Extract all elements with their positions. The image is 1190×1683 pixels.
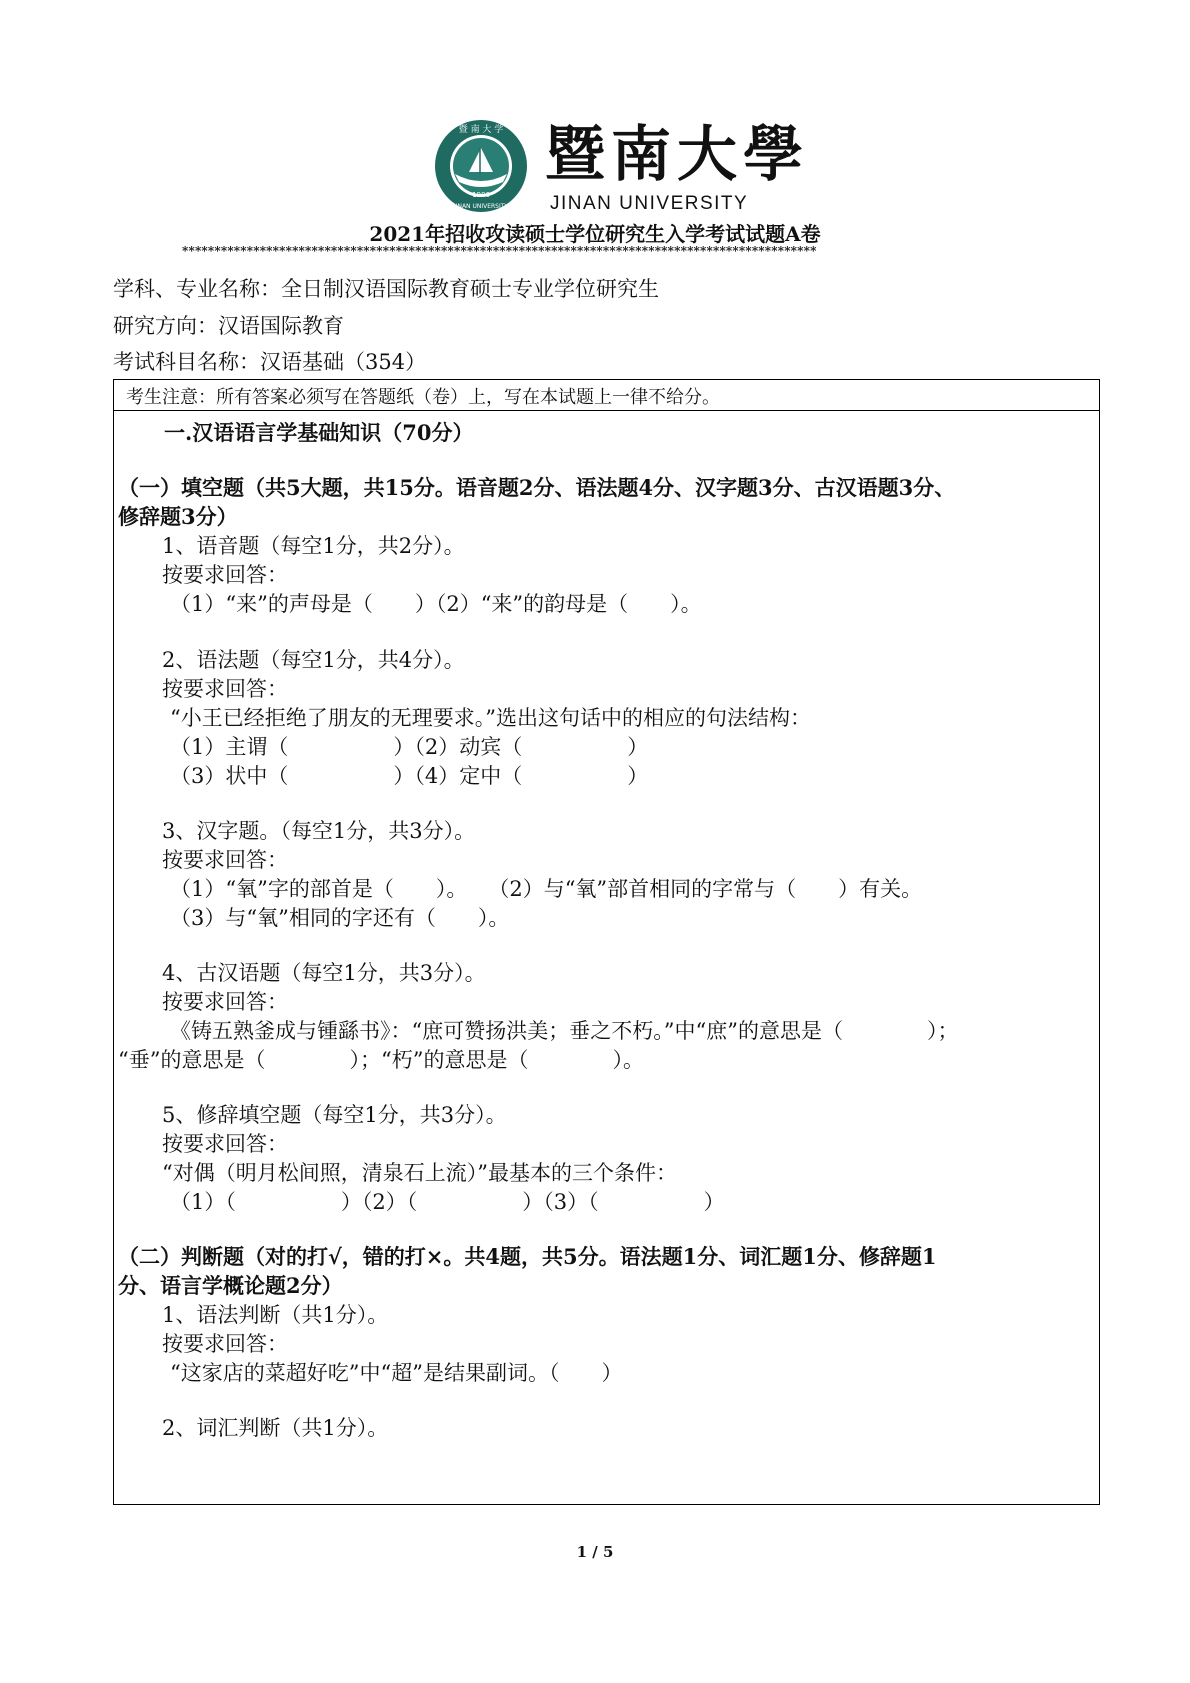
p2-q2-title: 2、词汇判断（共1分）。	[162, 1416, 389, 1440]
star-divider: **************************************************************************************************	[182, 244, 817, 258]
seal-year: 1906	[472, 191, 490, 199]
q4-instruction: 按要求回答：	[162, 990, 288, 1014]
q2-blanks-row1: （1）主谓（ ）（2）动宾（ ）	[170, 735, 649, 759]
q2-title: 2、语法题（每空1分，共4分）。	[162, 648, 465, 672]
q5-title: 5、修辞填空题（每空1分，共3分）。	[162, 1103, 507, 1127]
question-box	[113, 379, 1100, 1505]
candidate-notice: 考生注意：所有答案必须写在答题纸（卷）上，写在本试题上一律不给分。	[126, 387, 720, 408]
university-header	[0, 118, 1190, 218]
p2-q1-title: 1、语法判断（共1分）。	[162, 1303, 389, 1327]
q2-sentence: “小王已经拒绝了朋友的无理要求。”选出这句话中的相应的句法结构：	[170, 706, 811, 730]
subject-line: 考试科目名称：汉语基础（354）	[113, 350, 427, 374]
q2-instruction: 按要求回答：	[162, 677, 288, 701]
q3-blanks-row1: （1）“氧”字的部首是（ ）。 （2）与“氧”部首相同的字常与（ ）有关。	[170, 877, 923, 901]
part1-heading: （一）填空题（共5大题，共15分。语音题2分、语法题4分、汉字题3分、古汉语题3分、	[118, 475, 956, 500]
part1-heading-cont: 修辞题3分）	[118, 504, 238, 529]
p2-q1-statement: “这家店的菜超好吃”中“超”是结果副词。（ ）	[170, 1361, 623, 1385]
exam-title: 2021年招收攻读硕士学位研究生入学考试试题A卷	[369, 222, 821, 246]
q1-blanks: （1）“来”的声母是（ ）（2）“来”的韵母是（ ）。	[170, 592, 702, 616]
section1-title: 一.汉语语言学基础知识（70分）	[164, 420, 474, 445]
major-line: 学科、专业名称：全日制汉语国际教育硕士专业学位研究生	[113, 277, 659, 301]
notice-row	[114, 380, 1099, 411]
q1-instruction: 按要求回答：	[162, 563, 288, 587]
university-name-en: JINAN UNIVERSITY	[550, 193, 749, 214]
q4-title: 4、古汉语题（每空1分，共3分）。	[162, 961, 486, 985]
q3-instruction: 按要求回答：	[162, 848, 288, 872]
university-name-cn: 暨南大學	[545, 120, 809, 190]
seal-text: JINAN UNIVERSITY	[453, 203, 509, 210]
part2-heading: （二）判断题（对的打√，错的打×。共4题，共5分。语法题1分、词汇题1分、修辞题1	[118, 1244, 937, 1269]
q4-blanks-row1: 《铸五熟釜成与锺繇书》：“庶可赞扬洪美；垂之不朽。”中“庶”的意思是（ ）；	[170, 1019, 959, 1043]
q3-title: 3、汉字题。（每空1分，共3分）。	[162, 819, 476, 843]
part2-heading-cont: 分、语言学概论题2分）	[118, 1273, 343, 1298]
page-number: 1 / 5	[576, 1543, 614, 1561]
p2-q1-instruction: 按要求回答：	[162, 1332, 288, 1356]
q5-blanks: （1）（ ）（2）（ ）（3）（ ）	[170, 1190, 725, 1214]
q3-blanks-row2: （3）与“氧”相同的字还有（ ）。	[170, 906, 510, 930]
direction-line: 研究方向：汉语国际教育	[113, 314, 344, 338]
svg-text:暨 南 大 学: 暨 南 大 学	[458, 125, 504, 135]
q5-instruction: 按要求回答：	[162, 1132, 288, 1156]
q5-sentence: “对偶（明月松间照，清泉石上流）”最基本的三个条件：	[162, 1161, 677, 1185]
university-seal-logo	[433, 118, 529, 214]
q4-blanks-row2: “垂”的意思是（ ）；“朽”的意思是（ ）。	[118, 1048, 644, 1072]
q2-blanks-row2: （3）状中（ ）（4）定中（ ）	[170, 764, 649, 788]
q1-title: 1、语音题（每空1分，共2分）。	[162, 534, 465, 558]
